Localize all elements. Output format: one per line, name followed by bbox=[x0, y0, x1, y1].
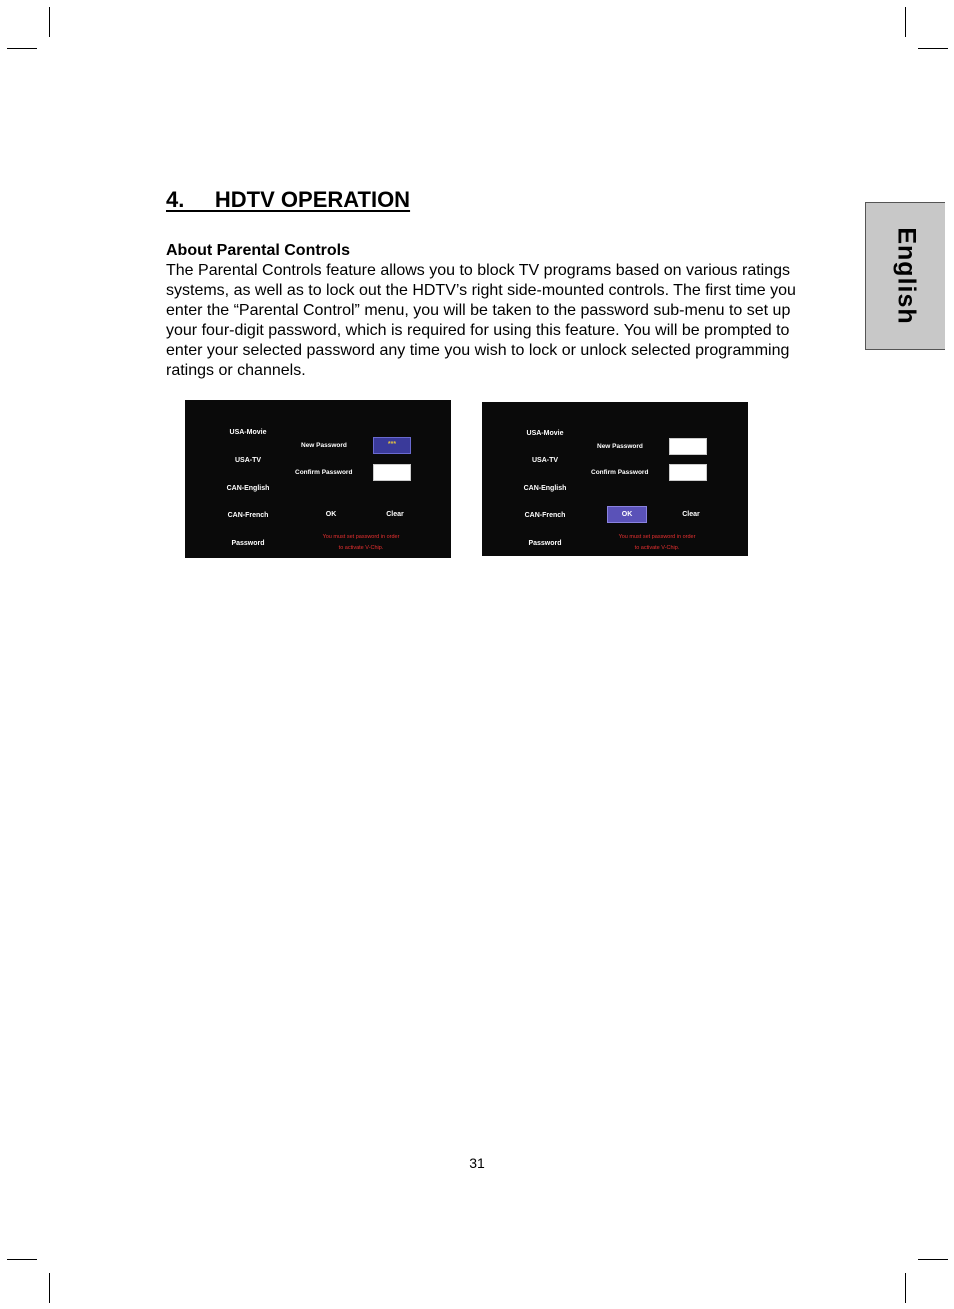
crop-mark bbox=[49, 7, 50, 37]
osd-menu-item: Password bbox=[231, 540, 265, 547]
crop-mark bbox=[905, 1273, 906, 1303]
page-number: 31 bbox=[469, 1155, 485, 1171]
clear-button: Clear bbox=[682, 511, 700, 518]
osd-menu-item: CAN-English bbox=[523, 485, 567, 492]
osd-menu-item: CAN-English bbox=[226, 485, 270, 492]
osd-menu-item: USA-Movie bbox=[526, 430, 564, 437]
section-heading: 4. HDTV OPERATION bbox=[166, 187, 411, 212]
warning-line: You must set password in order bbox=[618, 534, 696, 540]
warning-text bbox=[296, 532, 426, 554]
crop-mark bbox=[918, 48, 948, 49]
warning-text bbox=[592, 532, 722, 554]
osd-menu-item: USA-Movie bbox=[229, 429, 267, 436]
new-password-field bbox=[373, 437, 411, 454]
warning-line: to activate V-Chip. bbox=[634, 545, 680, 551]
crop-mark bbox=[918, 1259, 948, 1260]
osd-menu-item: USA-TV bbox=[234, 457, 262, 464]
ok-button: OK bbox=[607, 506, 647, 523]
crop-mark bbox=[49, 1273, 50, 1303]
ok-button: OK bbox=[325, 511, 337, 518]
subsection-title: About Parental Controls bbox=[166, 242, 351, 259]
osd-screenshot-new-password bbox=[185, 400, 451, 558]
confirm-password-label: Confirm Password bbox=[591, 469, 649, 476]
confirm-password-label: Confirm Password bbox=[295, 469, 353, 476]
osd-menu-item: USA-TV bbox=[531, 457, 559, 464]
new-password-label: New Password bbox=[597, 443, 643, 450]
crop-mark bbox=[7, 1259, 37, 1260]
new-password-field bbox=[669, 438, 707, 455]
password-mask: *** bbox=[387, 441, 397, 448]
new-password-label: New Password bbox=[301, 442, 347, 449]
osd-menu-item: CAN-French bbox=[524, 512, 566, 519]
confirm-password-field bbox=[373, 464, 411, 481]
osd-menu-item: Password bbox=[528, 540, 562, 547]
warning-line: You must set password in order bbox=[322, 534, 400, 540]
language-tab bbox=[865, 202, 945, 350]
osd-menu-item: CAN-French bbox=[227, 512, 269, 519]
crop-mark bbox=[905, 7, 906, 37]
warning-line: to activate V-Chip. bbox=[338, 545, 384, 551]
clear-button: Clear bbox=[386, 511, 404, 518]
crop-mark bbox=[7, 48, 37, 49]
language-tab-label: English bbox=[892, 227, 920, 325]
body-paragraph: The Parental Controls feature allows you to block TV programs based on various ratings systems, as well as to lock out the HDTV’s right side-mounted controls. The first time you enter the “Parental Control” menu, you will be taken to the password sub-menu to set up your four-digit password, which is required for using this feature. You will be prompted to enter your selected password any time you wish to lock or unlock selected programming ratings or channels. bbox=[166, 262, 796, 379]
confirm-password-field bbox=[669, 464, 707, 481]
osd-screenshot-ok-selected bbox=[482, 402, 748, 556]
